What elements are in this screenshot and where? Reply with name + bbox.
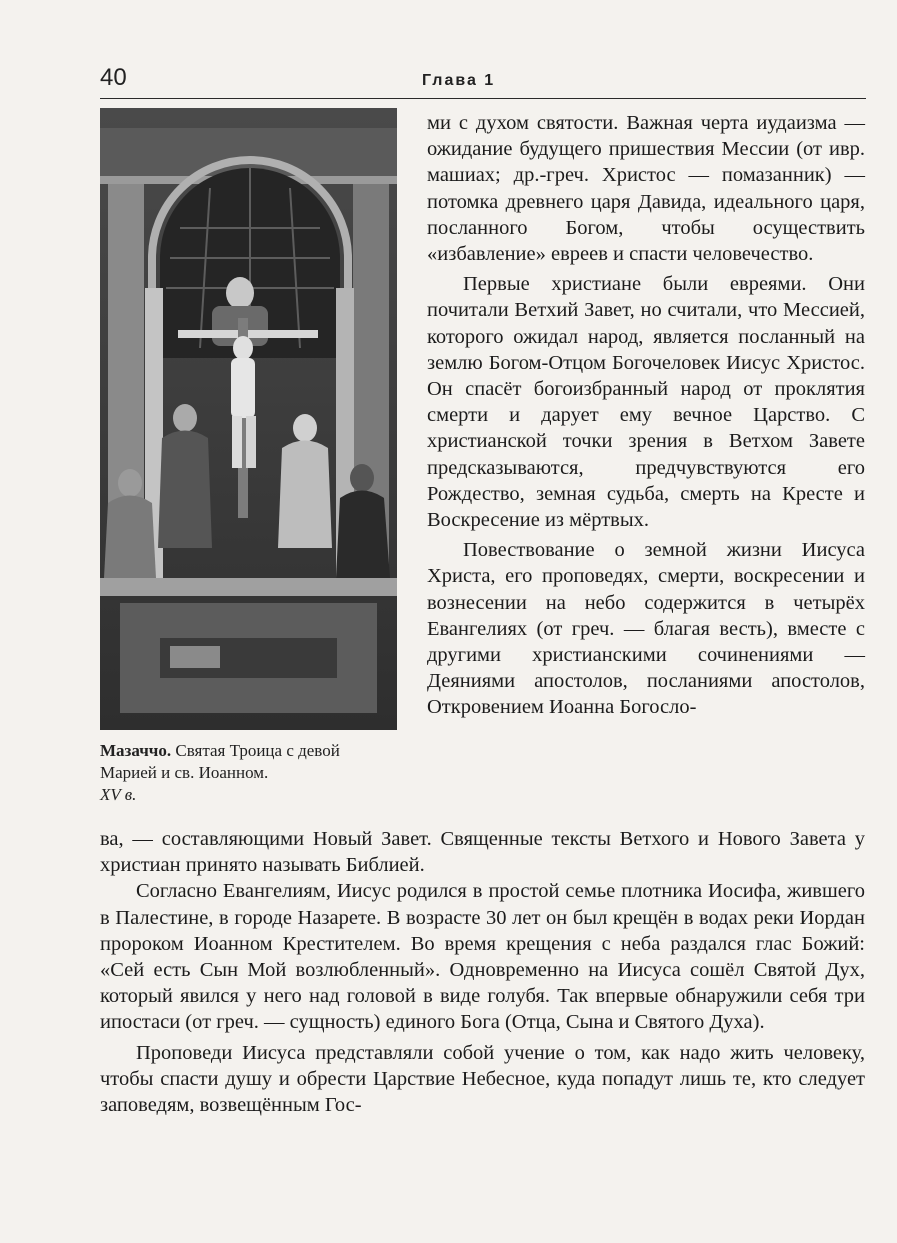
fresco-trinity-image (100, 108, 397, 730)
caption-century: XV в. (100, 785, 137, 804)
paragraph-3-start: Повествование о земной жизни Иисуса Христа, его проповедях, смерти, воскресении и вознесении на небо содержится в четырёх Евангелиях (от греч. — благая весть), вместе с другими христианскими сочинениями — Деяниями апостолов, посланиями апостолов, Откровением Иоанна Богосло- (427, 539, 865, 719)
page-header (100, 62, 866, 99)
figure-caption (100, 740, 400, 806)
paragraph-5: Проповеди Иисуса представляли собой учение о том, как надо жить человеку, чтобы спасти душу и обрести Царствие Небесное, куда попадут лишь те, кто следует заповедям, возвещённым Гос- (100, 1041, 865, 1117)
right-column-text (427, 110, 865, 721)
page-number: 40 (100, 64, 127, 91)
paragraph-4: Согласно Евангелиям, Иисус родился в простой семье плотника Иосифа, жившего в Палестине, в городе Назарете. В возрасте 30 лет он был крещён в водах реки Иордан пророком Иоанном Крестителем. Во время крещения с неба раздался глас Божий: «Сей есть Сын Мой возлюбленный». Одновременно на Иисуса сошёл Святой Дух, который явился у него над головой в виде голубя. Так впервые обнаружили себя три ипостаси (от греч. — сущность) единого Бога (Отца, Сына и Святого Духа). (100, 880, 865, 1034)
chapter-title: Глава 1 (422, 72, 496, 89)
caption-author: Мазаччо. (100, 741, 172, 760)
paragraph-2: Первые христиане были евреями. Они почитали Ветхий Завет, но считали, что Мессией, которого ожидал народ, является посланный на землю Богом-Отцом Богочеловек Иисус Христос. Он спасёт богоизбранный народ от проклятия смерти и дарует ему вечное Царство. С христианской точки зрения в Ветхом Завете предсказываются, предчувствуются его Рождество, земная судьба, смерть на Кресте и Воскресение из мёртвых. (427, 273, 865, 532)
paragraph-1: ми с духом святости. Важная черта иудаизма — ожидание будущего пришествия Мессии (от ивр. машиах; др.-греч. Христос — помазанник) — потомка древнего царя Давида, идеального царя, посланного Богом, чтобы осуществить «избавление» евреев и спасти человечество. (427, 112, 865, 266)
full-width-text (100, 826, 865, 1118)
paragraph-3-end: ва, — составляющими Новый Завет. Священные тексты Ветхого и Нового Завета у христиан принято называть Библией. (100, 828, 865, 877)
caption-title: Святая Троица с девой Марией и св. Иоанном. (100, 741, 340, 782)
